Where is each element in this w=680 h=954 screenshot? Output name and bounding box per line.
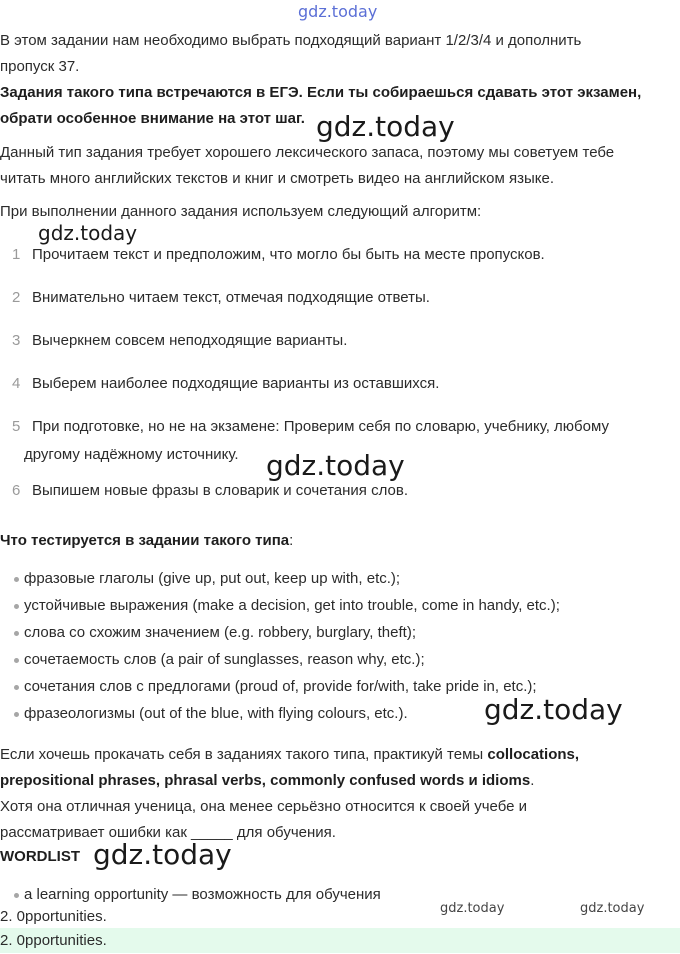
practice-dot: . <box>530 772 535 789</box>
step-text: Вычеркнем совсем неподходящие варианты. <box>32 332 348 349</box>
step-number: 5 <box>12 418 21 435</box>
watermark-top: gdz.today <box>298 2 378 21</box>
translation-line: рассматривает ошибки как _____ для обучения. <box>0 824 336 841</box>
intro-line: читать много английских текстов и книг и смотреть видео на английском языке. <box>0 170 554 187</box>
bullet-icon <box>14 685 19 690</box>
watermark: gdz.today <box>93 838 232 871</box>
list-item-text: сочетаемость слов (a pair of sunglasses, reason why, etc.); <box>24 651 425 668</box>
bullet-icon <box>14 577 19 582</box>
intro-line: Данный тип задания требует хорошего лексического запаса, поэтому мы советуем тебе <box>0 144 615 161</box>
tested-heading-colon: : <box>289 532 294 549</box>
list-item-text: слова со схожим значением (e.g. robbery, burglary, theft); <box>24 624 416 641</box>
watermark: gdz.today <box>440 901 505 916</box>
list-item-text: фразовые глаголы (give up, put out, keep up with, etc.); <box>24 570 401 587</box>
step-text: При подготовке, но не на экзамене: Проверим себя по словарю, учебнику, любому <box>32 418 609 435</box>
tested-heading: Что тестируется в задании такого типа <box>0 532 290 549</box>
translation-line: Хотя она отличная ученица, она менее серьёзно относится к своей учебе и <box>0 798 528 815</box>
watermark: gdz.today <box>266 449 405 482</box>
step-text: Прочитаем текст и предположим, что могло бы быть на месте пропусков. <box>32 246 545 263</box>
step-text: Выпишем новые фразы в словарик и сочетания слов. <box>32 482 408 499</box>
watermark: gdz.today <box>38 221 138 245</box>
watermark: gdz.today <box>580 901 645 916</box>
intro-line: В этом задании нам необходимо выбрать подходящий вариант 1/2/3/4 и дополнить <box>0 32 582 49</box>
wordlist-item-text: a learning opportunity — возможность для обучения <box>24 886 381 903</box>
step-text: Внимательно читаем текст, отмечая подходящие ответы. <box>32 289 430 306</box>
step-number: 1 <box>12 246 21 263</box>
intro-bold-line: обрати особенное внимание на этот шаг. <box>0 110 305 127</box>
step-number: 2 <box>12 289 21 306</box>
bullet-icon <box>14 712 19 717</box>
bullet-icon <box>14 893 19 898</box>
practice-topics: collocations, <box>487 746 580 763</box>
algorithm-intro: При выполнении данного задания используем следующий алгоритм: <box>0 203 482 220</box>
list-item-text: сочетания слов с предлогами (proud of, provide for/with, take pride in, etc.); <box>24 678 537 695</box>
step-number: 3 <box>12 332 21 349</box>
answer-line: 2. 0pportunities. <box>0 908 107 925</box>
wordlist-heading: WORDLIST <box>0 848 80 865</box>
step-number: 4 <box>12 375 21 392</box>
bullet-icon <box>14 631 19 636</box>
list-item-text: устойчивые выражения (make a decision, get into trouble, come in handy, etc.); <box>24 597 560 614</box>
step-number: 6 <box>12 482 21 499</box>
practice-topics: prepositional phrases, phrasal verbs, commonly confused words и idioms <box>0 772 531 789</box>
bullet-icon <box>14 658 19 663</box>
practice-line <box>0 768 676 794</box>
step-text: Выберем наиболее подходящие варианты из оставшихся. <box>32 375 440 392</box>
watermark: gdz.today <box>484 693 623 726</box>
intro-bold-line: Задания такого типа встречаются в ЕГЭ. Если ты собираешься сдавать этот экзамен, <box>0 84 642 101</box>
step-text-continued: другому надёжному источнику. <box>24 446 239 463</box>
intro-line: пропуск 37. <box>0 58 80 75</box>
practice-line <box>0 742 676 768</box>
bullet-icon <box>14 604 19 609</box>
tested-heading-line <box>0 528 676 554</box>
list-item-text: фразеологизмы (out of the blue, with flying colours, etc.). <box>24 705 408 722</box>
watermark: gdz.today <box>316 110 455 143</box>
answer-highlighted-line: 2. 0pportunities. <box>0 932 107 949</box>
practice-lead: Если хочешь прокачать себя в заданиях такого типа, практикуй темы <box>0 746 488 763</box>
